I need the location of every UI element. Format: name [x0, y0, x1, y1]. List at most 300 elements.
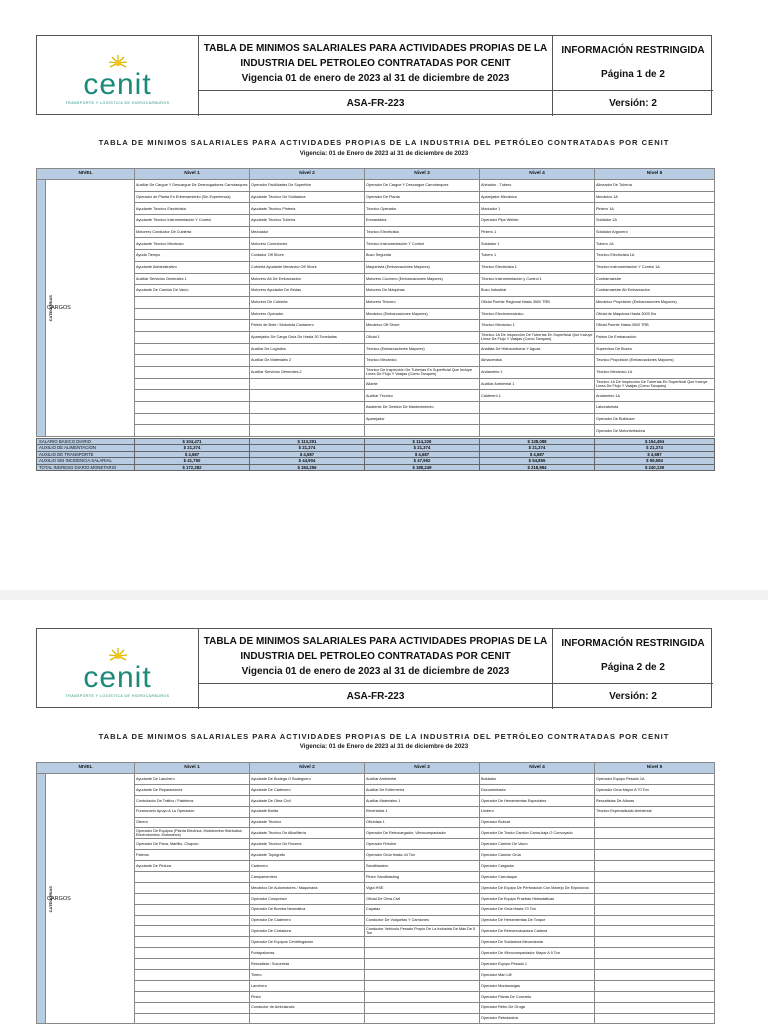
job-title-cell	[595, 839, 715, 850]
table-row	[37, 226, 715, 238]
job-title-cell: Operador de Planta En Entrenamiento (Sin Experiencia)	[135, 191, 250, 203]
job-title-cell: Paleros	[135, 850, 250, 861]
job-title-cell	[135, 296, 250, 308]
job-title-cell: Operador Carrotaque	[480, 872, 595, 883]
column-header: Nivel 4	[480, 169, 595, 180]
salary-totals-table	[36, 438, 715, 471]
concept-label: TOTAL INGRESO DIARIO MONETARIO	[37, 464, 135, 470]
job-title-cell: Operador Man Lift	[480, 970, 595, 981]
job-title-cell	[595, 959, 715, 970]
table-row	[37, 296, 715, 308]
table-row	[37, 861, 715, 872]
document-code: ASA-FR-223	[199, 684, 553, 709]
totals-row	[37, 464, 715, 470]
job-title-cell: Pintor Sandblasting	[365, 872, 480, 883]
table-row	[37, 774, 715, 785]
job-title-cell	[595, 882, 715, 893]
job-title-cell: Auxiliar De Enfermería	[365, 784, 480, 795]
job-title-cell	[595, 948, 715, 959]
job-title-cell: Auxiliar De Materiales 2	[250, 355, 365, 367]
job-title-cell	[250, 390, 365, 402]
job-title-cell: Enmantador	[365, 215, 480, 227]
job-title-cell: Ayudante Técnico De Rocería	[250, 839, 365, 850]
job-title-cell: Operador De Cargue Y Descargue Carrotanques	[365, 180, 480, 192]
job-title-cell: Cadenero	[250, 861, 365, 872]
logo-wordmark: cenit	[83, 67, 152, 101]
job-title-cell	[595, 861, 715, 872]
amount-cell: $ 21,374	[250, 445, 365, 451]
job-title-cell: Patrón de Bote / Motorista Costanero	[250, 320, 365, 332]
job-title-cell: Técnico Instrumentación Y Control	[365, 238, 480, 250]
job-title-cell: Motorero Ab De Embarcación	[250, 273, 365, 285]
job-title-cell: Funcionario Apoyo A La Operación	[135, 806, 250, 817]
job-title-cell	[365, 970, 480, 981]
job-title-cell: Motorero Ayudador De Bridas	[250, 285, 365, 297]
job-title-cell	[135, 937, 250, 948]
table-row	[37, 850, 715, 861]
job-title-cell	[135, 308, 250, 320]
amount-cell: $ 47,962	[365, 458, 480, 464]
job-title-cell	[135, 402, 250, 414]
job-title-cell: Técnico Instrumentación Y Control 1A	[595, 261, 715, 273]
job-title-cell: Oficial De Obra Civil	[365, 893, 480, 904]
job-title-cell: Operador De Tracto Camión Cama-baja O Convoyado	[480, 828, 595, 839]
job-title-cell	[595, 991, 715, 1002]
job-title-cell: Técnico Electricista 1A	[595, 250, 715, 262]
job-title-cell: Boldador	[480, 774, 595, 785]
document-title: TABLA DE MINIMOS SALARIALES PARA ACTIVIDADES PROPIAS DE LA INDUSTRIA DEL PETROLEO CONTRATADAS POR CENIT Vigencia 01 de enero de 2023 al 31 de diciembre de 2023	[199, 629, 553, 684]
job-title-cell: Motorero De Máquinas	[365, 285, 480, 297]
job-title-cell: Obrero	[135, 817, 250, 828]
job-title-cell: Operador Facilidades De Superficie	[250, 180, 365, 192]
concept-label: AUXILIO DE ALIMENTACION	[37, 445, 135, 451]
job-title-cell: Operador Finisher	[365, 839, 480, 850]
job-title-cell	[135, 872, 250, 883]
job-title-cell: Ayudante Técnico Tubería	[250, 215, 365, 227]
job-title-cell: Operador Pipe Welder	[480, 215, 595, 227]
job-title-cell	[135, 1013, 250, 1024]
table-row	[37, 390, 715, 402]
job-title-cell: Ayudante De Lanchero	[135, 774, 250, 785]
job-title-cell: Auxiliar Servicios Generales 1	[135, 273, 250, 285]
job-title-cell	[595, 850, 715, 861]
job-title-cell: Lindero	[480, 806, 595, 817]
job-title-cell: Auxiliar Materiales 1	[365, 795, 480, 806]
document-code: ASA-FR-223	[199, 91, 553, 116]
job-title-cell: Ayudante Técnico	[250, 817, 365, 828]
job-title-cell: Ayudante Técnico Mecánico	[135, 238, 250, 250]
job-title-cell: Auxiliar De Cargue Y Descargue De Desmogadores Carrotanques	[135, 180, 250, 192]
job-title-cell: Auxiliar Ambiental	[365, 774, 480, 785]
column-header: Nivel 1	[135, 763, 250, 774]
job-title-cell: Operador Equipo Pesado 1A	[595, 774, 715, 785]
concept-label: AUXILIO DE TRANSPORTE	[37, 451, 135, 457]
table-row	[37, 215, 715, 227]
job-title-cell: Técnico De Inspección De Tuberías En Superficial Que Incluye Línea De Flujo Y Vasijas (Como Tanques)	[365, 367, 480, 379]
job-title-cell: Aparejador	[365, 413, 480, 425]
job-title-cell: Operador De Motoniveladora	[595, 425, 715, 437]
job-title-cell: Operador De Grúa Hasta 70 Ton	[480, 904, 595, 915]
amount-cell: $ 21,374	[365, 445, 480, 451]
job-title-cell: Analista De Hidrocarburos Y Aguas	[480, 343, 595, 355]
logo-tagline: TRANSPORTE Y LOGÍSTICA DE HIDROCARBUROS	[65, 100, 170, 105]
job-title-cell: Aliante	[365, 378, 480, 390]
job-title-cell: Técnico Instrumentación y Control 1	[480, 273, 595, 285]
amount-cell: $ 172,282	[135, 464, 250, 470]
restricted-label: INFORMACIÓN RESTRINGIDA	[561, 45, 705, 56]
job-title-cell: Tubero 1	[480, 250, 595, 262]
job-title-cell: Soldador 1A	[595, 215, 715, 227]
job-title-cell: Vigía HSE	[365, 882, 480, 893]
job-title-cell: Operador Planta De Concreto	[480, 991, 595, 1002]
job-title-cell	[250, 425, 365, 437]
job-title-cell: Operador Camión Grúa	[480, 850, 595, 861]
job-title-cell: Andamiero 1A	[595, 390, 715, 402]
document-title: TABLA DE MINIMOS SALARIALES PARA ACTIVIDADES PROPIAS DE LA INDUSTRIA DEL PETROLEO CONTRATADAS POR CENIT Vigencia 01 de enero de 2023 al 31 de diciembre de 2023	[199, 36, 553, 91]
job-title-cell	[595, 970, 715, 981]
job-title-cell: Mecánico 1A	[595, 191, 715, 203]
table-row	[37, 180, 715, 192]
company-logo	[37, 629, 199, 709]
job-title-cell: Ayudante De Camión De Vacío	[135, 285, 250, 297]
job-title-cell: Operador Equipo Pesado 1	[480, 959, 595, 970]
job-title-cell	[135, 970, 250, 981]
job-title-cell: Maquinista (Embarcaciones Mayores)	[365, 261, 480, 273]
job-title-cell: Portapalomas	[250, 948, 365, 959]
job-title-cell: Técnico 1A De Inspección De Tuberías En Superficial Que Incluye Línea De Flujo Y Vasijas (Como Tanques)	[595, 378, 715, 390]
job-title-cell: Motorero Conductor De Cubierta	[135, 226, 250, 238]
table-row	[37, 817, 715, 828]
job-title-cell	[595, 937, 715, 948]
job-title-cell: Rescatista / Socorrista	[250, 959, 365, 970]
table-row	[37, 1002, 715, 1013]
job-title-cell: Tinero	[250, 970, 365, 981]
table-row	[37, 402, 715, 414]
logo-tagline: TRANSPORTE Y LOGÍSTICA DE HIDROCARBUROS	[65, 693, 170, 698]
job-title-cell: Aparejador De Carga Grúa De Hasta 30 Toneladas	[250, 331, 365, 343]
table-row	[37, 784, 715, 795]
job-title-cell: Operador De Cortadora	[250, 926, 365, 937]
job-title-cell	[595, 926, 715, 937]
job-title-cell	[135, 320, 250, 332]
table-row	[37, 355, 715, 367]
table-row	[37, 937, 715, 948]
job-title-cell: Operador De Cadenero	[250, 915, 365, 926]
job-title-cell: Operador De Bulldozer	[595, 413, 715, 425]
job-title-cell: Operador De Equipo De Perforación Con Manejo De Explosivos	[480, 882, 595, 893]
job-title-cell: Sandblastero	[365, 861, 480, 872]
table-row	[37, 308, 715, 320]
job-title-cell: Andamiero 1	[480, 367, 595, 379]
restricted-label: INFORMACIÓN RESTRINGIDA	[561, 638, 705, 649]
job-title-cell: Técnico Mecánico 1A	[595, 367, 715, 379]
job-title-cell	[595, 828, 715, 839]
salary-table-page-1	[36, 168, 715, 437]
job-title-cell: Motorero Operador	[250, 308, 365, 320]
column-header: Nivel 4	[480, 763, 595, 774]
job-title-cell: Operador De Bomba Neumática	[250, 904, 365, 915]
table-main-title: TABLA DE MINIMOS SALARIALES PARA ACTIVIDADES PROPIAS DE LA INDUSTRIA DEL PETRÓLEO CONTRATADAS POR CENIT	[98, 138, 670, 147]
table-row	[37, 980, 715, 991]
job-title-cell: Campamentero	[250, 872, 365, 883]
job-title-cell	[595, 915, 715, 926]
job-title-cell	[480, 402, 595, 414]
table-row	[37, 1013, 715, 1024]
table-row	[37, 882, 715, 893]
job-title-cell	[135, 1002, 250, 1013]
job-title-cell: Documentador	[480, 784, 595, 795]
job-title-cell	[365, 980, 480, 991]
amount-cell: $ 104,471	[135, 439, 250, 445]
job-title-cell: Supervisor De Buceo	[595, 343, 715, 355]
job-title-cell	[480, 413, 595, 425]
amount-cell: $ 54,855	[480, 458, 595, 464]
column-header: NIVEL	[37, 169, 135, 180]
job-title-cell	[365, 991, 480, 1002]
job-title-cell	[365, 1002, 480, 1013]
job-title-cell: Ayudante De Obra Civil	[250, 795, 365, 806]
page-number: Página 2 de 2	[601, 662, 665, 673]
job-title-cell	[365, 1013, 480, 1024]
column-header: Nivel 2	[250, 763, 365, 774]
job-title-cell: Mezclador	[250, 226, 365, 238]
job-title-cell	[135, 926, 250, 937]
job-title-cell: Operador De Planta	[365, 191, 480, 203]
job-title-cell: Pintero 1	[480, 226, 595, 238]
category-label	[37, 774, 53, 1024]
job-title-cell: Operador De Equipos (Planta Eléctrica, Motobomba Hidráulica, Electrobomba, Motosierra)	[135, 828, 250, 839]
job-title-cell: Operador De Vibrocompactador Mayor A 9 Ton	[480, 948, 595, 959]
table-header-row	[37, 169, 715, 180]
job-title-cell: Operador De Retrocargador, Vibrocompactador	[365, 828, 480, 839]
job-title-cell: Ayudante Técnico Instrumentación Y Control	[135, 215, 250, 227]
job-title-cell: Mecánico De Automotores / Maquinaria	[250, 882, 365, 893]
job-title-cell: Ayudante De Bodega O Bodeguero	[250, 774, 365, 785]
job-title-cell: Técnico Especializado Ambiental	[595, 806, 715, 817]
table-row	[37, 893, 715, 904]
table-row	[37, 203, 715, 215]
table-row	[37, 959, 715, 970]
job-title-cell: Asistente De Gestión De Mantenimiento	[365, 402, 480, 414]
job-title-cell: Operador De Equipos Centrifugación	[250, 937, 365, 948]
job-title-cell: Técnico Electromecánico	[480, 308, 595, 320]
job-title-cell: Almacenista	[480, 355, 595, 367]
amount-cell: $ 188,249	[365, 464, 480, 470]
job-title-cell: Oficial 1	[365, 331, 480, 343]
document-version: Versión: 2	[609, 98, 657, 109]
amount-cell: $ 59,584	[595, 458, 715, 464]
column-header: Nivel 3	[365, 763, 480, 774]
cargos-label: CARGOS	[46, 180, 135, 437]
job-title-cell	[135, 991, 250, 1002]
job-title-cell	[365, 948, 480, 959]
job-title-cell: Contramaestre Ab Embarcación	[595, 285, 715, 297]
job-title-cell	[595, 893, 715, 904]
job-title-cell: Lanchero	[250, 980, 365, 991]
amount-cell: $ 4,687	[250, 451, 365, 457]
job-title-cell: Ayudante De Pintura	[135, 861, 250, 872]
job-title-cell	[135, 413, 250, 425]
document-version: Versión: 2	[609, 691, 657, 702]
job-title-cell: Oficial Puente Regional Hasta 3500 TRB	[480, 296, 595, 308]
restricted-block	[553, 629, 713, 684]
job-title-cell	[595, 904, 715, 915]
job-title-cell	[135, 904, 250, 915]
amount-cell: $ 154,494	[595, 439, 715, 445]
table-row	[37, 872, 715, 883]
job-title-cell: Capataz	[365, 904, 480, 915]
concept-label: AUXILIO SIN INCIDENCIA SALARIAL	[37, 458, 135, 464]
amount-cell: $ 4,687	[595, 451, 715, 457]
table-row	[37, 320, 715, 332]
job-title-cell: Ayudante Topógrafo	[250, 850, 365, 861]
table-row	[37, 806, 715, 817]
job-title-cell: Contador Off Shore	[250, 250, 365, 262]
job-title-cell: Montador 1	[480, 203, 595, 215]
document-header	[36, 35, 712, 115]
job-title-cell: Ayudante Barita	[250, 806, 365, 817]
amount-cell: $ 21,374	[595, 445, 715, 451]
job-title-cell: Ayuda Tiempo	[135, 250, 250, 262]
table-row	[37, 795, 715, 806]
job-title-cell: Mecánico Off Shore	[365, 320, 480, 332]
column-header: Nivel 5	[595, 763, 715, 774]
job-title-cell: Controlador De Tráfico / Pateleros	[135, 795, 250, 806]
job-title-cell: Conductor De Volquetas Y Camiones	[365, 915, 480, 926]
job-title-cell: Técnico (Embarcaciones Mayores)	[365, 343, 480, 355]
category-label	[37, 180, 53, 437]
table-row	[37, 413, 715, 425]
job-title-cell: Operador Bobcat	[480, 817, 595, 828]
job-title-cell: Ayudante Técnico De Albañilería	[250, 828, 365, 839]
job-title-cell	[595, 817, 715, 828]
document-header	[36, 628, 712, 708]
column-header: Nivel 1	[135, 169, 250, 180]
job-title-cell	[135, 367, 250, 379]
table-row	[37, 926, 715, 937]
amount-cell: $ 44,904	[250, 458, 365, 464]
job-title-cell: Técnico Mecánico	[365, 355, 480, 367]
table-row	[37, 285, 715, 297]
table-row	[37, 261, 715, 273]
job-title-cell: Mecánico (Embarcaciones Mayores)	[365, 308, 480, 320]
amount-cell: $ 41,750	[135, 458, 250, 464]
document-page-2	[0, 600, 768, 1024]
job-title-cell: Alineador De Tubería	[595, 180, 715, 192]
job-title-cell	[250, 413, 365, 425]
column-header: Nivel 5	[595, 169, 715, 180]
table-row	[37, 904, 715, 915]
job-title-cell: Operador Grúa Hasta 44 Ton	[365, 850, 480, 861]
job-title-cell	[480, 425, 595, 437]
job-title-cell	[135, 425, 250, 437]
job-title-cell: Buzo Industrial	[480, 285, 595, 297]
job-title-cell: Rescatistas De Alturas	[595, 795, 715, 806]
job-title-cell: Auxiliar Ambiental 1	[480, 378, 595, 390]
job-title-cell: Técnico Mecánico 1	[480, 320, 595, 332]
job-title-cell: Auxiliar De Logística	[250, 343, 365, 355]
job-title-cell: Operador De Herramientas De Torque	[480, 915, 595, 926]
job-title-cell: Operador De Herramientas Especiales	[480, 795, 595, 806]
logo-wordmark: cenit	[83, 660, 152, 694]
category-text: CATEGORIAS	[47, 294, 53, 322]
job-title-cell	[135, 959, 250, 970]
category-text: CATEGORIAS	[47, 885, 53, 912]
column-header: Nivel 2	[250, 169, 365, 180]
job-title-cell	[135, 948, 250, 959]
job-title-cell: Conductor de Ambulancia	[250, 1002, 365, 1013]
job-title-cell: Ayudante De Cadenero	[250, 784, 365, 795]
job-title-cell: Motorero Cocinero (Embarcaciones Mayores)	[365, 273, 480, 285]
job-title-cell: Caldereró 1	[480, 390, 595, 402]
table-row	[37, 915, 715, 926]
job-title-cell: Ahinador - Tubero	[480, 180, 595, 192]
job-title-cell: Operador Camión De Vacío	[480, 839, 595, 850]
job-title-cell: Oficinista 1	[365, 817, 480, 828]
job-title-cell	[250, 1013, 365, 1024]
page-number: Página 1 de 2	[601, 69, 665, 80]
job-title-cell: Operador Retro De Oruga	[480, 1002, 595, 1013]
amount-cell: $ 4,687	[480, 451, 595, 457]
job-title-cell: Operador De Retroexcavadora Cadena	[480, 926, 595, 937]
company-logo	[37, 36, 199, 116]
amount-cell: $ 218,984	[480, 464, 595, 470]
job-title-cell	[365, 959, 480, 970]
job-title-cell: Tubero 1A	[595, 238, 715, 250]
job-title-cell: Técnico Electricista 1	[480, 261, 595, 273]
job-title-cell: Operador Cargador	[480, 861, 595, 872]
table-row	[37, 273, 715, 285]
job-title-cell: Operador Retroladera	[480, 1013, 595, 1024]
job-title-cell: Auxiliar Servicios Generales 2	[250, 367, 365, 379]
job-title-cell: Ayudante Técnico Pintería	[250, 203, 365, 215]
amount-cell: $ 114,226	[365, 439, 480, 445]
job-title-cell: Operador Compresor	[250, 893, 365, 904]
job-title-cell: Motorero Tinicero	[365, 296, 480, 308]
job-title-cell: Operador Montacargas	[480, 980, 595, 991]
table-row	[37, 970, 715, 981]
column-header: Nivel 3	[365, 169, 480, 180]
job-title-cell: Pintor	[250, 991, 365, 1002]
table-row	[37, 425, 715, 437]
job-title-cell	[365, 937, 480, 948]
job-title-cell: Motorero Conexiones	[250, 238, 365, 250]
table-row	[37, 250, 715, 262]
table-header-row	[37, 763, 715, 774]
job-title-cell: Oficial Puente Hasta 3500 TRB	[595, 320, 715, 332]
job-title-cell: Ayudante Técnico Electricista	[135, 203, 250, 215]
amount-cell: $ 21,374	[135, 445, 250, 451]
job-title-cell: Buzo Segunda	[365, 250, 480, 262]
job-title-cell: Operador Grúa Mayor A 70 Ton	[595, 784, 715, 795]
restricted-block	[553, 36, 713, 91]
amount-cell: $ 138,088	[480, 439, 595, 445]
job-title-cell: Técnico Operador	[365, 203, 480, 215]
job-title-cell: Técnico Electricista	[365, 226, 480, 238]
job-title-cell	[595, 1013, 715, 1024]
job-title-cell	[250, 378, 365, 390]
job-title-cell: Conductor Vehículo Pesado Propio De La Industria De Más De 5 Ton	[365, 926, 480, 937]
job-title-cell: Patrón De Embarcación	[595, 331, 715, 343]
job-title-cell: Ayudante Técnico De Soldadura	[250, 191, 365, 203]
job-title-cell: Auxiliar Técnico	[365, 390, 480, 402]
table-row	[37, 343, 715, 355]
amount-cell: $ 4,687	[365, 451, 480, 457]
job-title-cell	[135, 980, 250, 991]
column-header: NIVEL	[37, 763, 135, 774]
job-title-cell: Soldador 1	[480, 238, 595, 250]
job-title-cell: Oficial de Máquinas Hasta 3000 Kw	[595, 308, 715, 320]
